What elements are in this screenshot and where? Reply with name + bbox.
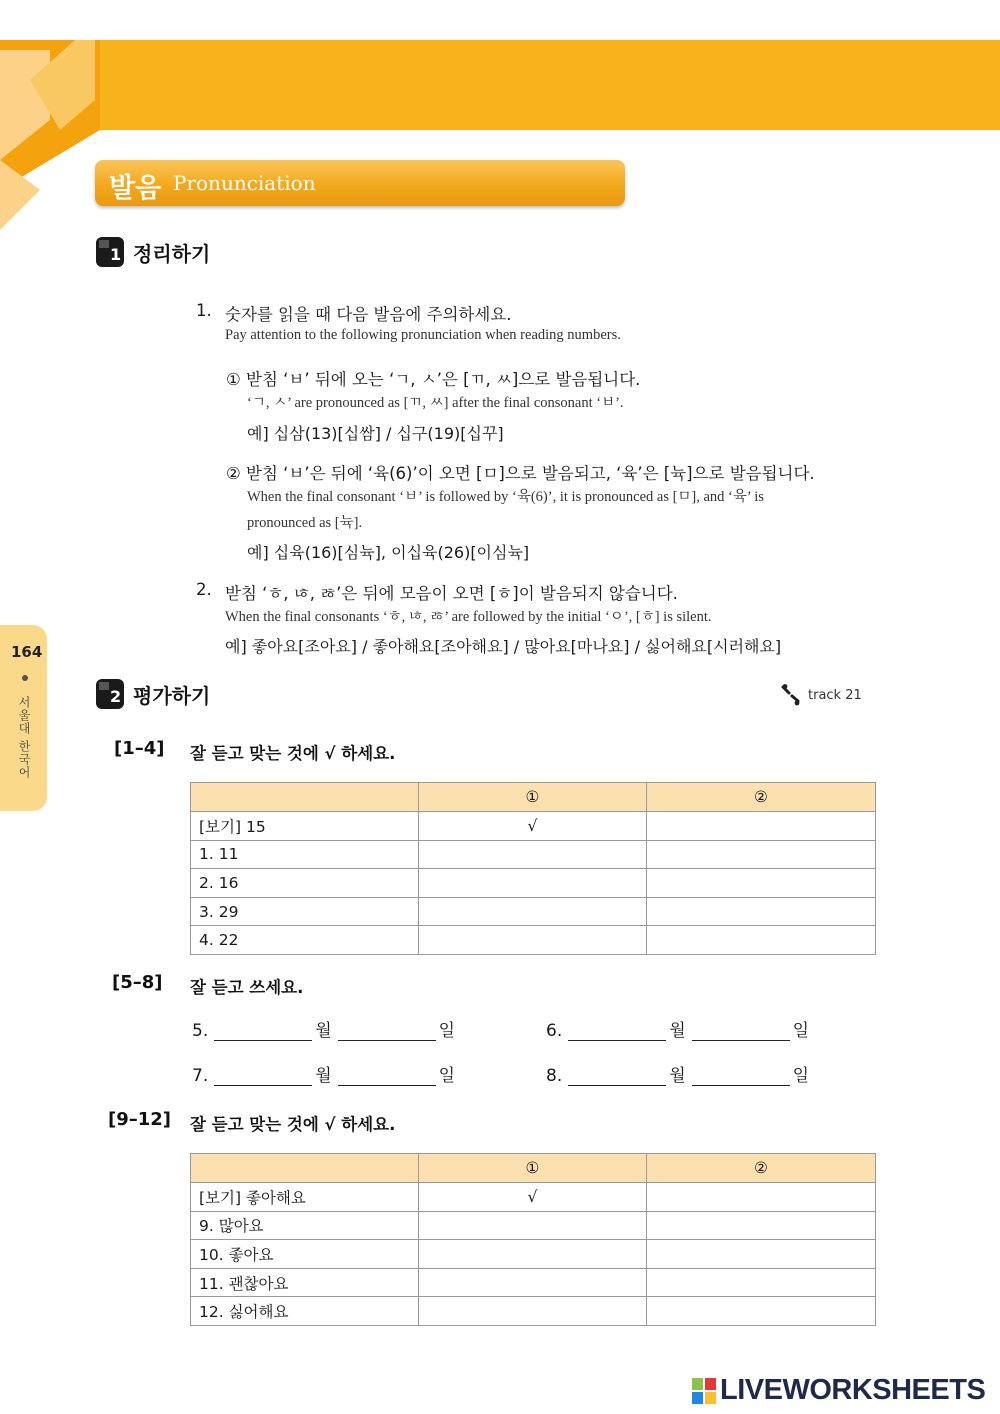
answer-cell[interactable] [647, 1240, 876, 1269]
day-input[interactable] [692, 1023, 790, 1041]
page-number: 164 [11, 643, 43, 661]
answer-cell[interactable] [419, 1268, 647, 1297]
q2-instruction: 잘 듣고 쓰세요. [190, 978, 304, 997]
liveworksheets-icon [692, 1378, 716, 1404]
item1-en: Pay attention to the following pronunciation when reading numbers. [225, 327, 621, 343]
summary-title: 정리하기 [133, 241, 211, 266]
q2-label: [5–8] [112, 972, 163, 993]
section-banner [95, 160, 625, 206]
month-unit: 월 [669, 1021, 686, 1041]
table-row [191, 1183, 876, 1212]
answer-cell[interactable] [419, 1297, 647, 1326]
item1-number: 1. [196, 301, 212, 320]
table-row [191, 1240, 876, 1269]
answer-cell[interactable] [647, 926, 876, 955]
answer-cell[interactable] [647, 812, 876, 841]
month-unit: 월 [315, 1066, 332, 1086]
q3-header-option2: ② [647, 1154, 876, 1183]
day-unit: 일 [438, 1066, 456, 1086]
month-unit: 월 [315, 1021, 332, 1041]
row-label: 2. 16 [191, 869, 419, 898]
track-label: track 21 [808, 687, 862, 703]
item1-sub1-example: 예] 십삼(13)[십쌈] / 십구(19)[십꾸] [247, 424, 504, 443]
table-row [191, 1211, 876, 1240]
audio-track[interactable] [780, 684, 862, 706]
svg-text:1: 1 [110, 245, 122, 264]
item2-en: When the final consonants ‘ㅎ, ㄶ, ㅀ’ are followed by the initial ‘ㅇ’, [ㅎ] is silent. [225, 609, 712, 625]
table-row [191, 926, 876, 955]
item1-sub2-ko: ② 받침 ‘ㅂ’은 뒤에 ‘육(6)’이 오면 [ㅁ]으로 발음되고, ‘육’은 [뉵]으로 발음됩니다. [226, 464, 815, 483]
blank-number: 5. [192, 1021, 209, 1041]
item1-sub1-ko: ① 받침 ‘ㅂ’ 뒤에 오는 ‘ㄱ, ㅅ’은 [ㄲ, ㅆ]으로 발음됩니다. [226, 370, 641, 389]
evaluation-heading [95, 678, 210, 710]
day-input[interactable] [692, 1068, 790, 1086]
side-dot [22, 675, 28, 681]
item1-sub2-en-line1: When the final consonant ‘ㅂ’ is followed by ‘육(6)’, it is pronounced as [ㅁ], and ‘육’ is [247, 489, 764, 505]
month-input[interactable] [214, 1068, 312, 1086]
step-one-icon [95, 236, 125, 268]
day-unit: 일 [792, 1066, 810, 1086]
q1-header-option2: ② [647, 783, 876, 812]
table-row [191, 812, 876, 841]
section-title-ko: 발음 [109, 173, 162, 204]
blank-number: 6. [546, 1021, 563, 1041]
answer-cell[interactable] [647, 1211, 876, 1240]
item2-example: 예] 좋아요[조아요] / 좋아해요[조아해요] / 많아요[마나요] / 싫어해요[시러해요] [225, 637, 782, 656]
q3-table [190, 1153, 876, 1326]
item1-ko: 숫자를 읽을 때 다음 발음에 주의하세요. [225, 305, 512, 324]
row-label: 4. 22 [191, 926, 419, 955]
q3-instruction: 잘 듣고 맞는 것에 √ 하세요. [190, 1115, 396, 1134]
date-blank-8 [546, 1061, 809, 1086]
answer-cell[interactable] [647, 869, 876, 898]
row-label: 12. 싫어해요 [191, 1297, 419, 1326]
answer-cell[interactable]: √ [419, 1183, 647, 1212]
summary-heading [95, 236, 210, 268]
answer-cell[interactable] [419, 1240, 647, 1269]
date-blank-5 [192, 1016, 455, 1041]
month-input[interactable] [214, 1023, 312, 1041]
item1-sub2-en-line2: pronounced as [뉵]. [247, 515, 363, 531]
day-input[interactable] [338, 1068, 436, 1086]
answer-cell[interactable] [419, 926, 647, 955]
item1-sub2-example: 예] 십육(16)[심뉵], 이십육(26)[이심뉵] [247, 543, 530, 562]
month-unit: 월 [669, 1066, 686, 1086]
table-row [191, 1268, 876, 1297]
month-input[interactable] [568, 1023, 666, 1041]
day-input[interactable] [338, 1023, 436, 1041]
row-label: 10. 좋아요 [191, 1240, 419, 1269]
liveworksheets-logo [692, 1374, 985, 1407]
q1-table [190, 782, 876, 955]
answer-cell[interactable] [647, 897, 876, 926]
item1-sub1-en: ‘ㄱ, ㅅ’ are pronounced as [ㄲ, ㅆ] after the final consonant ‘ㅂ’. [247, 395, 624, 411]
date-blank-6 [546, 1016, 809, 1041]
item2-ko: 받침 ‘ㅎ, ㄶ, ㅀ’은 뒤에 모음이 오면 [ㅎ]이 발음되지 않습니다. [225, 584, 678, 603]
q1-label: [1–4] [114, 738, 165, 759]
q1-instruction: 잘 듣고 맞는 것에 √ 하세요. [190, 744, 396, 763]
blank-number: 7. [192, 1066, 209, 1086]
answer-cell[interactable] [419, 840, 647, 869]
answer-cell[interactable]: √ [419, 812, 647, 841]
q3-label: [9–12] [108, 1109, 172, 1130]
section-title-en: Pronunciation [173, 171, 316, 195]
row-label: [보기] 15 [191, 812, 419, 841]
answer-cell[interactable] [647, 840, 876, 869]
row-label: 3. 29 [191, 897, 419, 926]
answer-cell[interactable] [647, 1297, 876, 1326]
row-label: [보기] 좋아해요 [191, 1183, 419, 1212]
table-row [191, 897, 876, 926]
blank-number: 8. [546, 1066, 563, 1086]
answer-cell[interactable] [647, 1268, 876, 1297]
svg-text:2: 2 [110, 687, 122, 706]
table-row [191, 869, 876, 898]
row-label: 11. 괜찮아요 [191, 1268, 419, 1297]
q1-header-option1: ① [419, 783, 647, 812]
top-banner [0, 40, 1000, 130]
corner-decoration [0, 40, 100, 240]
date-blank-7 [192, 1061, 455, 1086]
answer-cell[interactable] [419, 869, 647, 898]
row-label: 1. 11 [191, 840, 419, 869]
row-label: 9. 많아요 [191, 1211, 419, 1240]
table-row [191, 840, 876, 869]
month-input[interactable] [568, 1068, 666, 1086]
evaluation-title: 평가하기 [133, 683, 211, 708]
answer-cell[interactable] [647, 1183, 876, 1212]
answer-cell[interactable] [419, 1211, 647, 1240]
book-title: 서울대 한국어 [17, 696, 31, 779]
item2-number: 2. [196, 580, 212, 599]
q3-header-option1: ① [419, 1154, 647, 1183]
day-unit: 일 [792, 1021, 810, 1041]
answer-cell[interactable] [419, 897, 647, 926]
day-unit: 일 [438, 1021, 456, 1041]
step-two-icon [95, 678, 125, 710]
brand-text: LIVEWORKSHEETS [720, 1374, 986, 1406]
q1-header-blank [191, 783, 419, 812]
q3-header-blank [191, 1154, 419, 1183]
table-row [191, 1297, 876, 1326]
audio-icon [780, 684, 802, 706]
